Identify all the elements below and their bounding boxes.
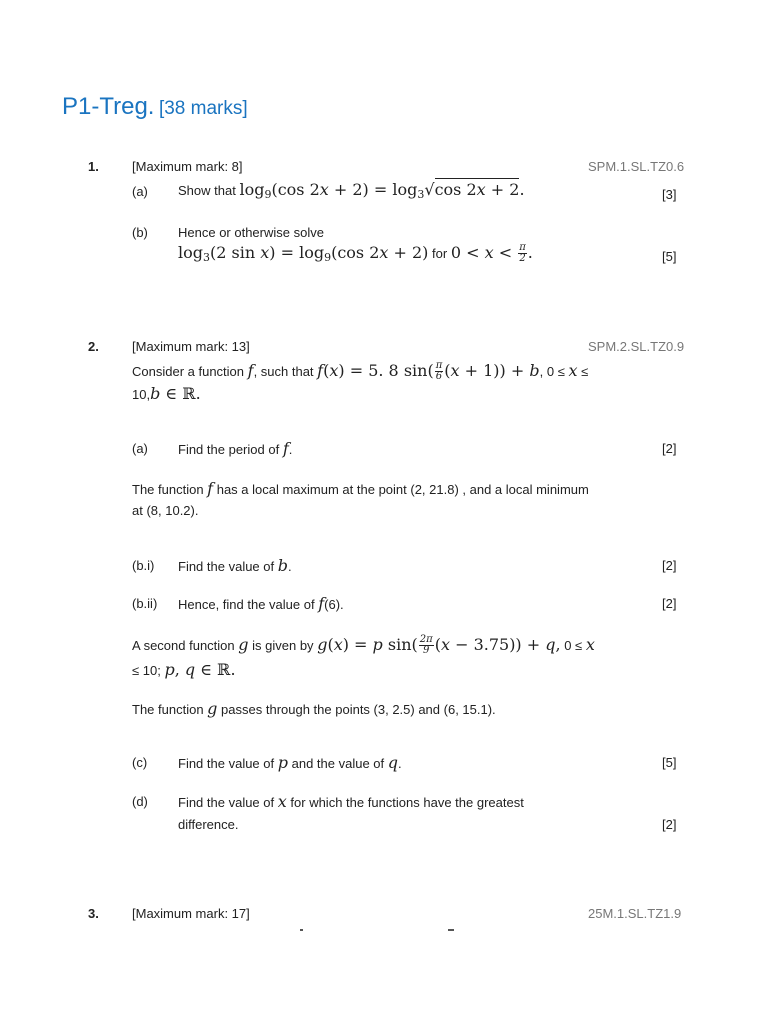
- para-text: The function: [132, 482, 204, 497]
- part-marks: [2]: [662, 596, 677, 611]
- second-text: ≤ 10;: [132, 663, 161, 678]
- part-marks: [2]: [662, 817, 677, 832]
- part-label: (c): [132, 755, 148, 770]
- intro-text: ≤: [581, 364, 589, 379]
- part-label: (a): [132, 184, 148, 199]
- part-d-text-line2: difference.: [178, 817, 239, 832]
- part-c-statement: Find the value of p and the value of q.: [178, 753, 402, 772]
- part-marks: [3]: [662, 187, 677, 202]
- max-mark-label: [Maximum mark: 8]: [132, 159, 243, 174]
- part-bii-statement: Hence, find the value of f(6).: [178, 594, 344, 613]
- variable-x: x: [568, 361, 578, 380]
- part-label: (d): [132, 794, 148, 809]
- question-intro: [132, 361, 588, 382]
- passes-text: passes through the points (3, 2.5) and (6, 15.1).: [221, 702, 496, 717]
- question-number: 1.: [88, 159, 99, 174]
- part-marks: [5]: [662, 249, 677, 264]
- paragraph-max-min: The function f has a local maximum at the point (2, 21.8) , and a local minimum: [132, 479, 589, 498]
- part-label: (b.i): [132, 558, 155, 573]
- part-label: (a): [132, 441, 148, 456]
- part-b-text: Hence or otherwise solve: [178, 225, 324, 240]
- intro-text: , 0 ≤: [539, 364, 565, 379]
- clipped-glyph: [448, 929, 454, 931]
- part-a-text: Find the period of: [178, 442, 280, 457]
- para-text: has a local maximum at the point (2, 21.8) , and a local minimum: [216, 482, 589, 497]
- page-title: [62, 93, 248, 121]
- part-c-text: Find the value of: [178, 756, 275, 771]
- intro-text: Consider a function: [132, 364, 245, 379]
- title-main: P1-Treg.: [62, 93, 155, 120]
- second-function-intro: A second function g is given by g(x) = p sin( $\frac{2\pi}{9}$ (x − 3.75)) + q, 0 ≤ x: [132, 634, 595, 656]
- part-d-text: Find the value of: [178, 795, 275, 810]
- second-text: is given by: [252, 638, 314, 653]
- paragraph-max-min-line2: at (8, 10.2).: [132, 503, 199, 518]
- intro-text: , such that: [253, 364, 314, 379]
- question-code: SPM.2.SL.TZ0.9: [588, 339, 685, 354]
- part-b-equation: $\log_3(2$ $\sin x) = \log_9(\cos$ 2x + 2) for 0 < x < $\frac{\pi}{2}$ .: [178, 242, 533, 264]
- question-number: 3.: [88, 906, 99, 921]
- part-a-text: Show that: [178, 183, 236, 198]
- intro-text: 10,: [132, 387, 151, 402]
- second-function-definition: g(x) = p sin( $\frac{2\pi}{9}$ (x − 3.75)) + q,: [317, 634, 561, 656]
- part-d-statement: Find the value of x for which the functions have the greatest: [178, 792, 524, 811]
- part-c-text: and the value of: [291, 756, 385, 771]
- question-number: 2.: [88, 339, 99, 354]
- part-marks: [5]: [662, 755, 677, 770]
- part-a-equation: $\log_9(\cos$ $2x + 2) = \log_3√\cos$ 2x + 2.: [239, 180, 525, 201]
- clipped-glyph: [300, 929, 303, 931]
- function-symbol: f: [247, 361, 254, 380]
- part-bi-statement: Find the value of b.: [178, 556, 292, 575]
- question-intro-line2: 10,b ∈ ℝ.: [132, 384, 201, 403]
- part-a-statement: [178, 181, 525, 204]
- second-text: A second function: [132, 638, 235, 653]
- max-mark-label: [Maximum mark: 13]: [132, 339, 250, 354]
- second-function-intro-line2: ≤ 10; p, q ∈ ℝ.: [132, 660, 236, 679]
- part-d-text: for which the functions have the greatest: [290, 795, 524, 810]
- part-bii-text: Hence, find the value of: [178, 597, 315, 612]
- passes-text: The function: [132, 702, 204, 717]
- second-text: 0 ≤: [564, 638, 583, 653]
- for-text: for: [432, 246, 448, 261]
- part-label: (b.ii): [132, 596, 158, 611]
- part-marks: [2]: [662, 441, 677, 456]
- question-code: SPM.1.SL.TZ0.6: [588, 159, 685, 174]
- function-definition: f(x) = 5. 8 sin( $\frac{\pi}{6}$ (x + 1)) + b: [317, 360, 540, 382]
- part-bi-text: Find the value of: [178, 559, 275, 574]
- part-marks: [2]: [662, 558, 677, 573]
- clipped-text-fragment: [250, 929, 490, 932]
- title-marks: [38 marks]: [158, 98, 248, 119]
- paragraph-passes-through: The function g passes through the points (3, 2.5) and (6, 15.1).: [132, 699, 496, 718]
- part-label: (b): [132, 225, 148, 240]
- part-bii-text-end: (6).: [324, 597, 344, 612]
- question-code: 25M.1.SL.TZ1.9: [588, 906, 682, 921]
- max-mark-label: [Maximum mark: 17]: [132, 906, 250, 921]
- part-a-statement: Find the period of f.: [178, 439, 293, 458]
